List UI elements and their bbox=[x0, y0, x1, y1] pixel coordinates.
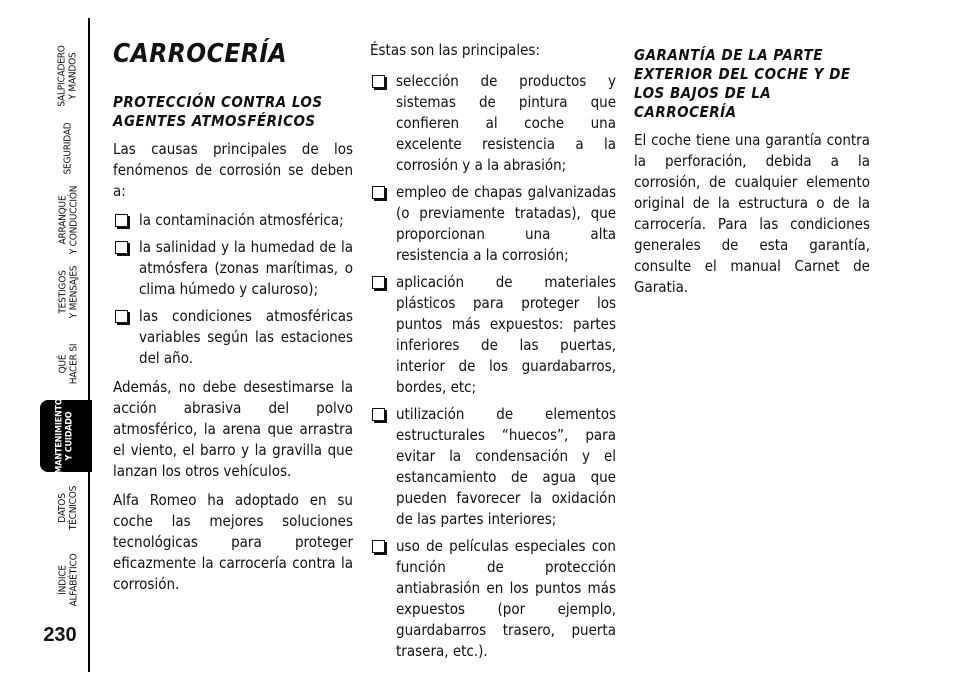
tab-label: SEGURIDAD bbox=[62, 122, 74, 174]
column-1 bbox=[113, 40, 353, 603]
list-item-text: uso de películas especiales con función de protección antiabrasión en los puntos más expuestos (por ejemplo, guardabarros trasero, puerta trasera, etc.). bbox=[396, 537, 616, 660]
list-item bbox=[370, 536, 616, 662]
paragraph: Además, no debe desestimarse la acción abrasiva del polvo atmosférico, la arena que arrastra el viento, el barro y la gravilla que lanzan los otros vehículos. bbox=[113, 378, 353, 480]
list-item-text: aplicación de materiales plásticos para proteger los puntos más expuestos: partes inferiores de las puertas, interior de los guardabarros, bordes, etc; bbox=[396, 273, 616, 396]
checkbox-bullet-icon bbox=[115, 310, 128, 323]
list-item bbox=[370, 404, 616, 530]
list-item bbox=[370, 182, 616, 266]
tab-label: ÍNDICE ALFABÉTICO bbox=[57, 553, 79, 607]
checkbox-bullet-icon bbox=[372, 408, 385, 421]
tab-que-hacer-si[interactable] bbox=[48, 328, 90, 400]
tab-label: ARRANQUE Y CONDUCCIÓN bbox=[57, 185, 79, 255]
checkbox-bullet-icon bbox=[372, 75, 385, 88]
column-2 bbox=[370, 40, 616, 670]
list-item-text: la salinidad y la humedad de la atmósfera (zonas marítimas, o clima húmedo y caluroso); bbox=[139, 238, 353, 298]
section-heading: GARANTÍA DE LA PARTE EXTERIOR DEL COCHE Y DE LOS BAJOS DE LA CARROCERÍA bbox=[634, 46, 851, 121]
paragraph: Éstas son las principales: bbox=[370, 41, 540, 59]
section-heading: PROTECCIÓN CONTRA LOS AGENTES ATMOSFÉRICOS bbox=[113, 93, 323, 130]
tab-salpicadero[interactable] bbox=[48, 40, 90, 112]
list-item-text: las condiciones atmosféricas variables según las estaciones del año. bbox=[139, 307, 353, 367]
list-item bbox=[113, 210, 353, 231]
page-title: CARROCERÍA bbox=[113, 39, 288, 69]
column-3 bbox=[634, 40, 870, 306]
list-item-text: selección de productos y sistemas de pintura que confieren al coche una excelente resistencia a la corrosión y a la abrasión; bbox=[396, 72, 616, 174]
tab-datos-tecnicos[interactable] bbox=[48, 472, 90, 544]
tab-seguridad[interactable] bbox=[48, 112, 90, 184]
checkbox-bullet-icon bbox=[372, 540, 385, 553]
list-item-text: utilización de elementos estructurales “huecos”, para evitar la condensación y el estancamiento de agua que pueden favorecer la oxidación de las partes interiores; bbox=[396, 405, 616, 528]
checkbox-bullet-icon bbox=[115, 241, 128, 254]
tab-label: DATOS TÉCNICOS bbox=[57, 485, 80, 531]
tab-divider bbox=[88, 18, 90, 40]
list-item-text: la contaminación atmosférica; bbox=[139, 211, 344, 229]
tab-testigos[interactable] bbox=[48, 256, 90, 328]
bullet-list bbox=[113, 210, 353, 369]
checkbox-bullet-icon bbox=[372, 186, 385, 199]
page-number: 230 bbox=[43, 624, 77, 646]
list-item bbox=[370, 272, 616, 398]
tab-arranque[interactable] bbox=[48, 184, 90, 256]
list-item-text: empleo de chapas galvanizadas (o previamente tratadas), que proporcionan una alta resistencia a la corrosión; bbox=[396, 183, 616, 264]
list-item bbox=[113, 306, 353, 369]
checkbox-bullet-icon bbox=[372, 276, 385, 289]
paragraph: Alfa Romeo ha adoptado en su coche las mejores soluciones tecnológicas para proteger eficazmente la carrocería contra la corrosión. bbox=[113, 491, 353, 593]
tab-indice[interactable] bbox=[48, 544, 90, 616]
tab-label: QUÉ HACER SI bbox=[57, 343, 79, 385]
tab-label: SALPICADERO Y MANDOS bbox=[57, 45, 80, 107]
bullet-list bbox=[370, 71, 616, 662]
tab-mantenimiento[interactable] bbox=[40, 400, 92, 472]
checkbox-bullet-icon bbox=[115, 214, 128, 227]
list-item bbox=[370, 71, 616, 176]
paragraph: Las causas principales de los fenómenos de corrosión se deben a: bbox=[113, 140, 353, 200]
paragraph: El coche tiene una garantía contra la perforación, debida a la corrosión, de cualquier elemento original de la estructura o de la carrocería. Para las condiciones generales de esta garantía, consulte el manual Carnet de Garatia. bbox=[634, 131, 870, 296]
list-item bbox=[113, 237, 353, 300]
section-sidebar bbox=[0, 0, 100, 692]
tab-label: TESTIGOS Y MENSAJES bbox=[57, 265, 79, 319]
tab-label: MANTENIMIENTO Y CUIDADO bbox=[55, 398, 76, 474]
